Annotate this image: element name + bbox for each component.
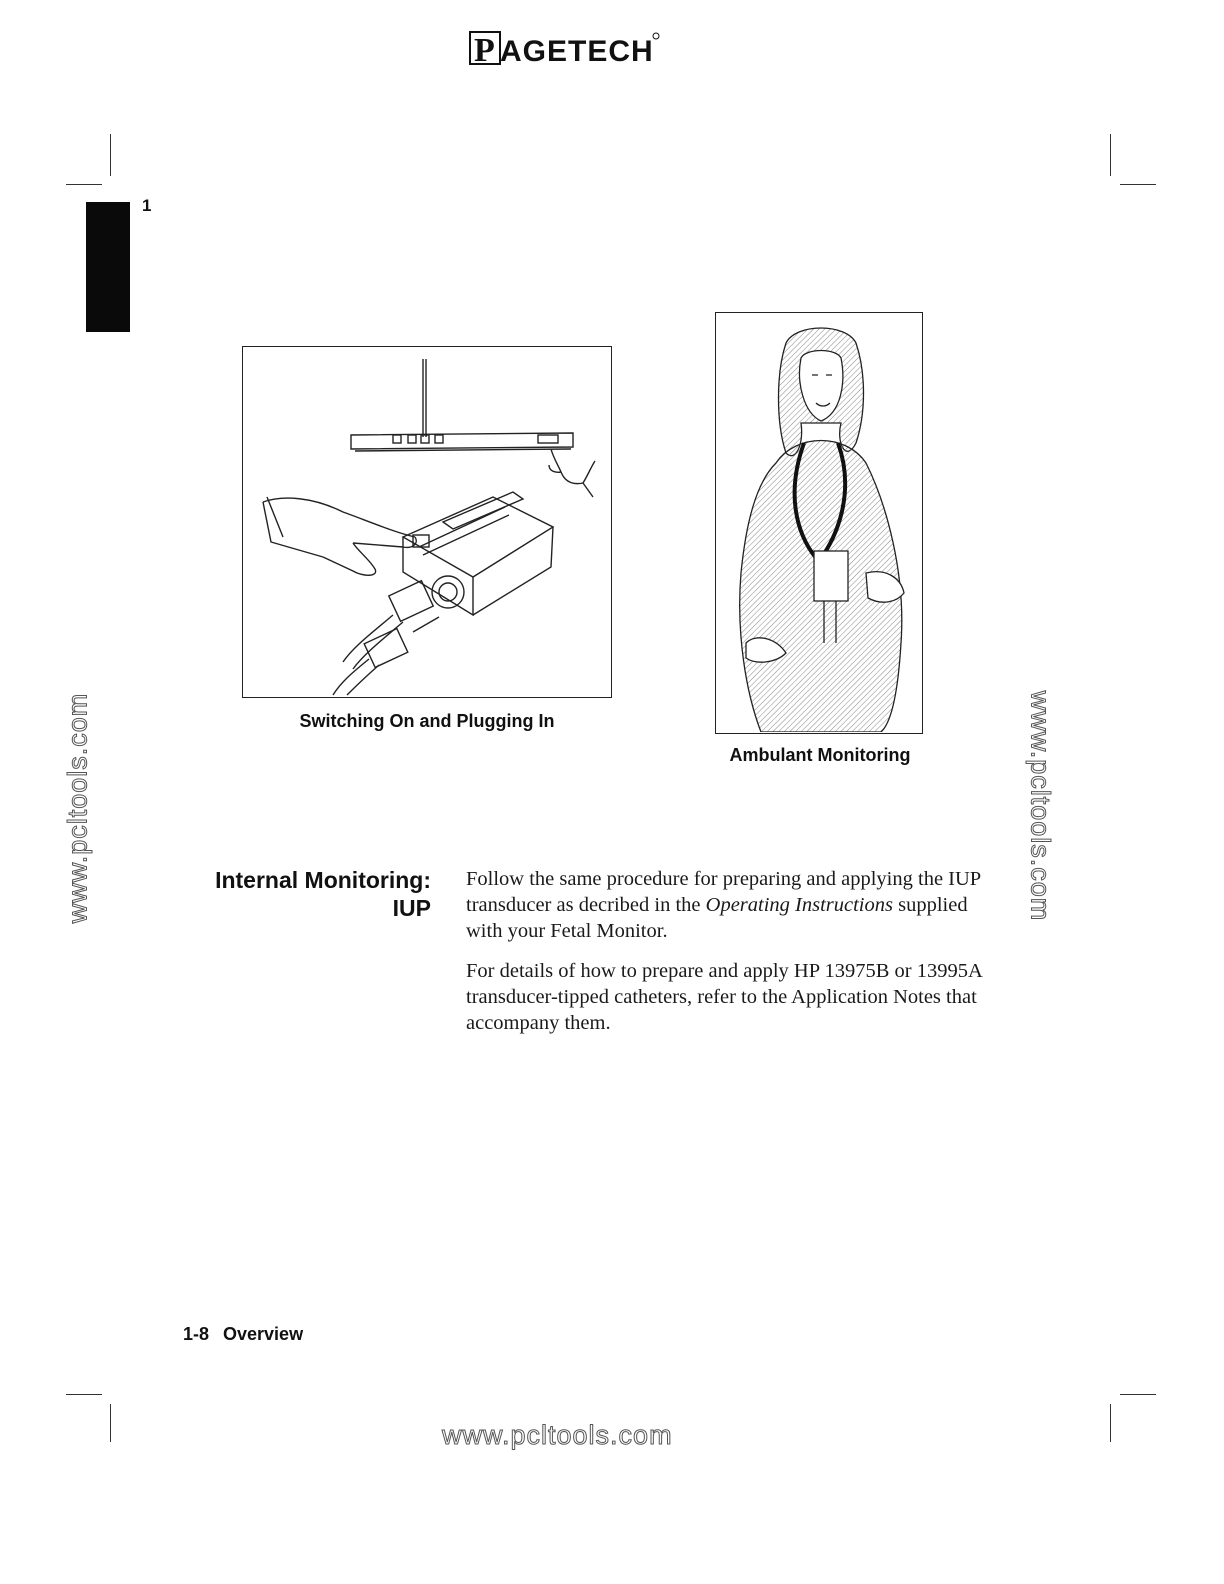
section-body (466, 866, 986, 1050)
crop-mark (66, 184, 102, 185)
chapter-number: 1 (142, 196, 152, 215)
paragraph (466, 866, 986, 944)
crop-mark (1110, 1404, 1111, 1442)
ambulant-monitoring-illustration (716, 313, 921, 732)
paragraph: For details of how to prepare and apply HP 13975B or 13995A transducer-tipped catheters, refer to the Application Notes that accompany them. (466, 960, 982, 1034)
paragraph-italic-text: Operating Instructions (705, 894, 893, 916)
figure-caption: Ambulant Monitoring (729, 745, 911, 765)
page-footer (183, 1324, 303, 1345)
watermark-left: www.pcltools.com (62, 692, 93, 924)
section-heading-line: IUP (392, 895, 431, 921)
figure-caption: Switching On and Plugging In (299, 711, 555, 731)
paragraph-text: Follow the same procedure for preparing and applying the IUP transducer as decribed in the (466, 868, 981, 916)
crop-mark (66, 1394, 102, 1395)
chapter-tab (86, 202, 130, 332)
watermark-right: www.pcltools.com (1025, 690, 1056, 922)
watermark-bottom: www.pcltools.com (442, 1420, 673, 1450)
section-heading-line: Internal Monitoring: (215, 867, 431, 893)
switching-on-illustration (243, 347, 610, 696)
figure-ambulant-monitoring (715, 312, 923, 734)
svg-text:P: P (474, 32, 495, 69)
crop-mark (1120, 184, 1156, 185)
crop-mark (1110, 134, 1111, 176)
crop-mark (1120, 1394, 1156, 1395)
page-number: 1-8 (183, 1324, 210, 1344)
paragraph-text: supplied with your Fetal Monitor. (466, 894, 968, 942)
crop-mark (110, 1404, 111, 1442)
section-heading (215, 866, 431, 922)
figure-switching-on (242, 346, 612, 698)
svg-text:AGETECH: AGETECH (500, 35, 654, 68)
pagetech-logo (466, 24, 666, 70)
footer-title: Overview (223, 1324, 304, 1344)
crop-mark (110, 134, 111, 176)
